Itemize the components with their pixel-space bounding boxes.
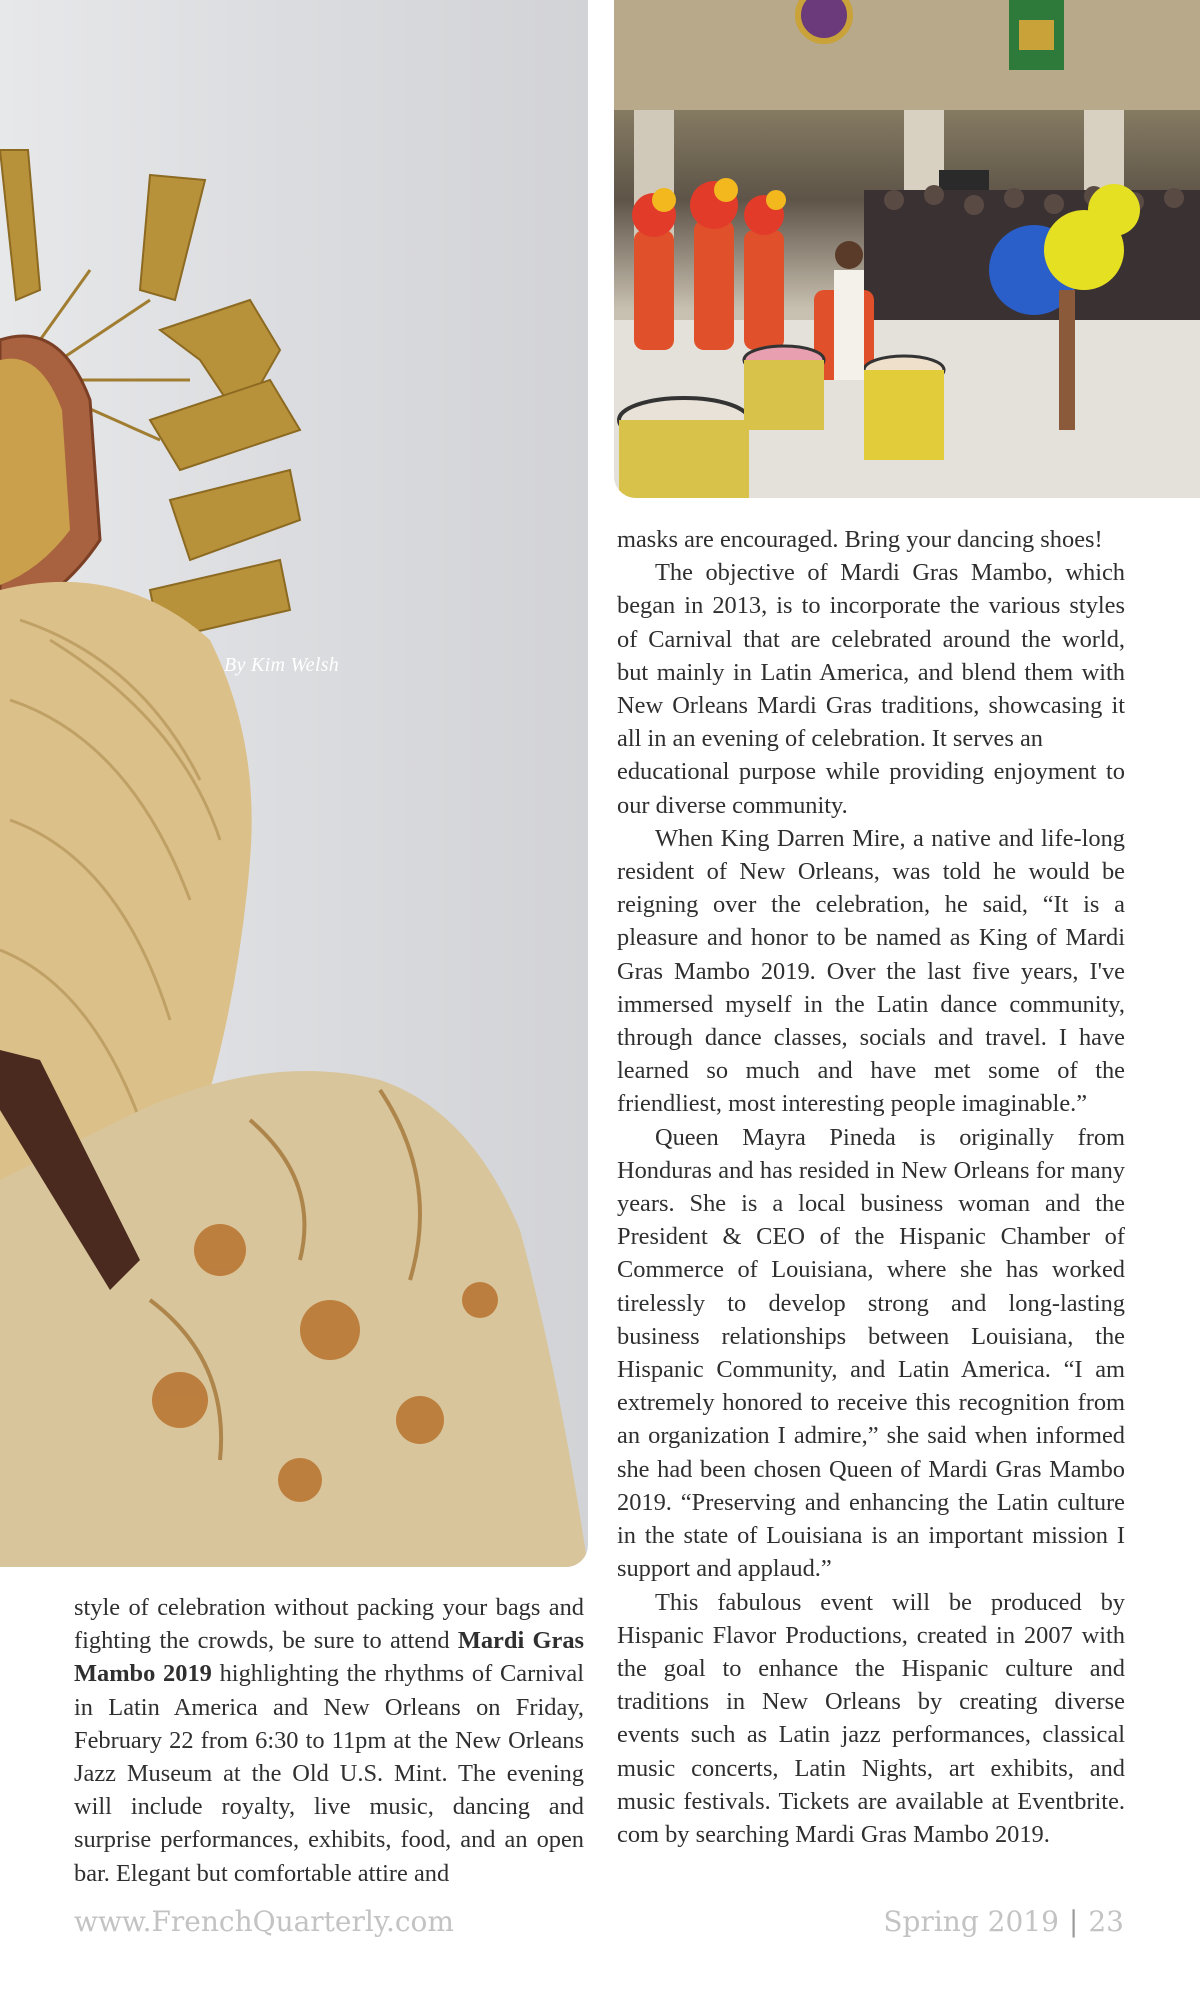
footer-issue: [883, 1905, 1124, 1938]
paragraph-king: When King Darren Mire, a native and life-long resident of New Orleans, was told he would be reigning over the celebration, he said, “It is a pleasure and honor to be named as King of Mardi Gras Mambo 2019. Over the last five years, I've immersed myself in the Latin dance community, through dance classes, socials and travel. I have learned so much and have met some of the friendliest, most interesting people imaginable.”: [617, 824, 1125, 1118]
paragraph-production: This fabulous event will be produced by Hispanic Flavor Productions, created in 2007 with the goal to enhance the Hispanic culture and traditions in New Orleans by creating diverse events such as Latin jazz performances, classical music concerts, Latin Nights, art exhibits, and music festivals. Tickets are available at Eventbrite. com by searching Mardi Gras Mambo 2019.: [617, 1588, 1125, 1848]
intro-rest-text: highlighting the rhythms of Carnival in Latin America and New Orleans on Friday, February 22 from 6:30 to 11pm at the New Orleans Jazz Museum at the Old U.S. Mint. The evening will include royalty, live music, dancing and surprise performances, exhibits, food, and an open bar. Elegant but comfortable attire and: [74, 1660, 584, 1887]
byline: By Kim Welsh: [224, 654, 340, 676]
paragraph-objective-cont: educational purpose while providing enjoyment to our diverse community.: [617, 758, 1125, 819]
paragraph-queen: Queen Mayra Pineda is originally from Honduras and has resided in New Orleans for many years. She is a local business woman and the President & CEO of the Hispanic Chamber of Commerce of Louisiana, where she has worked tirelessly to develop strong and long-lasting business relationships between Louisiana, the Hispanic Community, and Latin America. “I am extremely honored to receive this recognition from an organization I admire,” she said when informed she had been chosen Queen of Mardi Gras Mambo 2019. “Preserving and enhancing the Latin culture in the state of Louisiana is an important mission I support and applaud.”: [617, 1123, 1125, 1583]
event-illustration: [614, 0, 1200, 498]
footer-website: www.FrenchQuarterly.com: [74, 1905, 454, 1938]
article-column-right: [617, 523, 1125, 1851]
footer-separator: |: [1068, 1905, 1079, 1938]
paragraph-intro: [74, 1591, 584, 1890]
page-number: 23: [1088, 1905, 1124, 1938]
event-photo: [614, 0, 1200, 498]
paragraph-objective: The objective of Mardi Gras Mambo, which began in 2013, is to incorporate the various styles of Carnival that are celebrated around the world, but mainly in Latin America, and blend them with New Orleans Mardi Gras traditions, showcasing it all in an evening of celebration. It serves an: [617, 559, 1125, 753]
paragraph-masks: masks are encouraged. Bring your dancing shoes!: [617, 526, 1103, 553]
costume-photo: [0, 0, 588, 1567]
event-name-bold: Mardi Gras Mambo 2019: [74, 1627, 585, 1688]
article-column-left: [74, 1591, 584, 1890]
costume-illustration: [0, 0, 588, 1567]
issue-label: Spring 2019: [883, 1905, 1059, 1938]
intro-lead-text: style of celebration without packing your bags and fighting the crowds, be sure to attend: [74, 1594, 584, 1655]
